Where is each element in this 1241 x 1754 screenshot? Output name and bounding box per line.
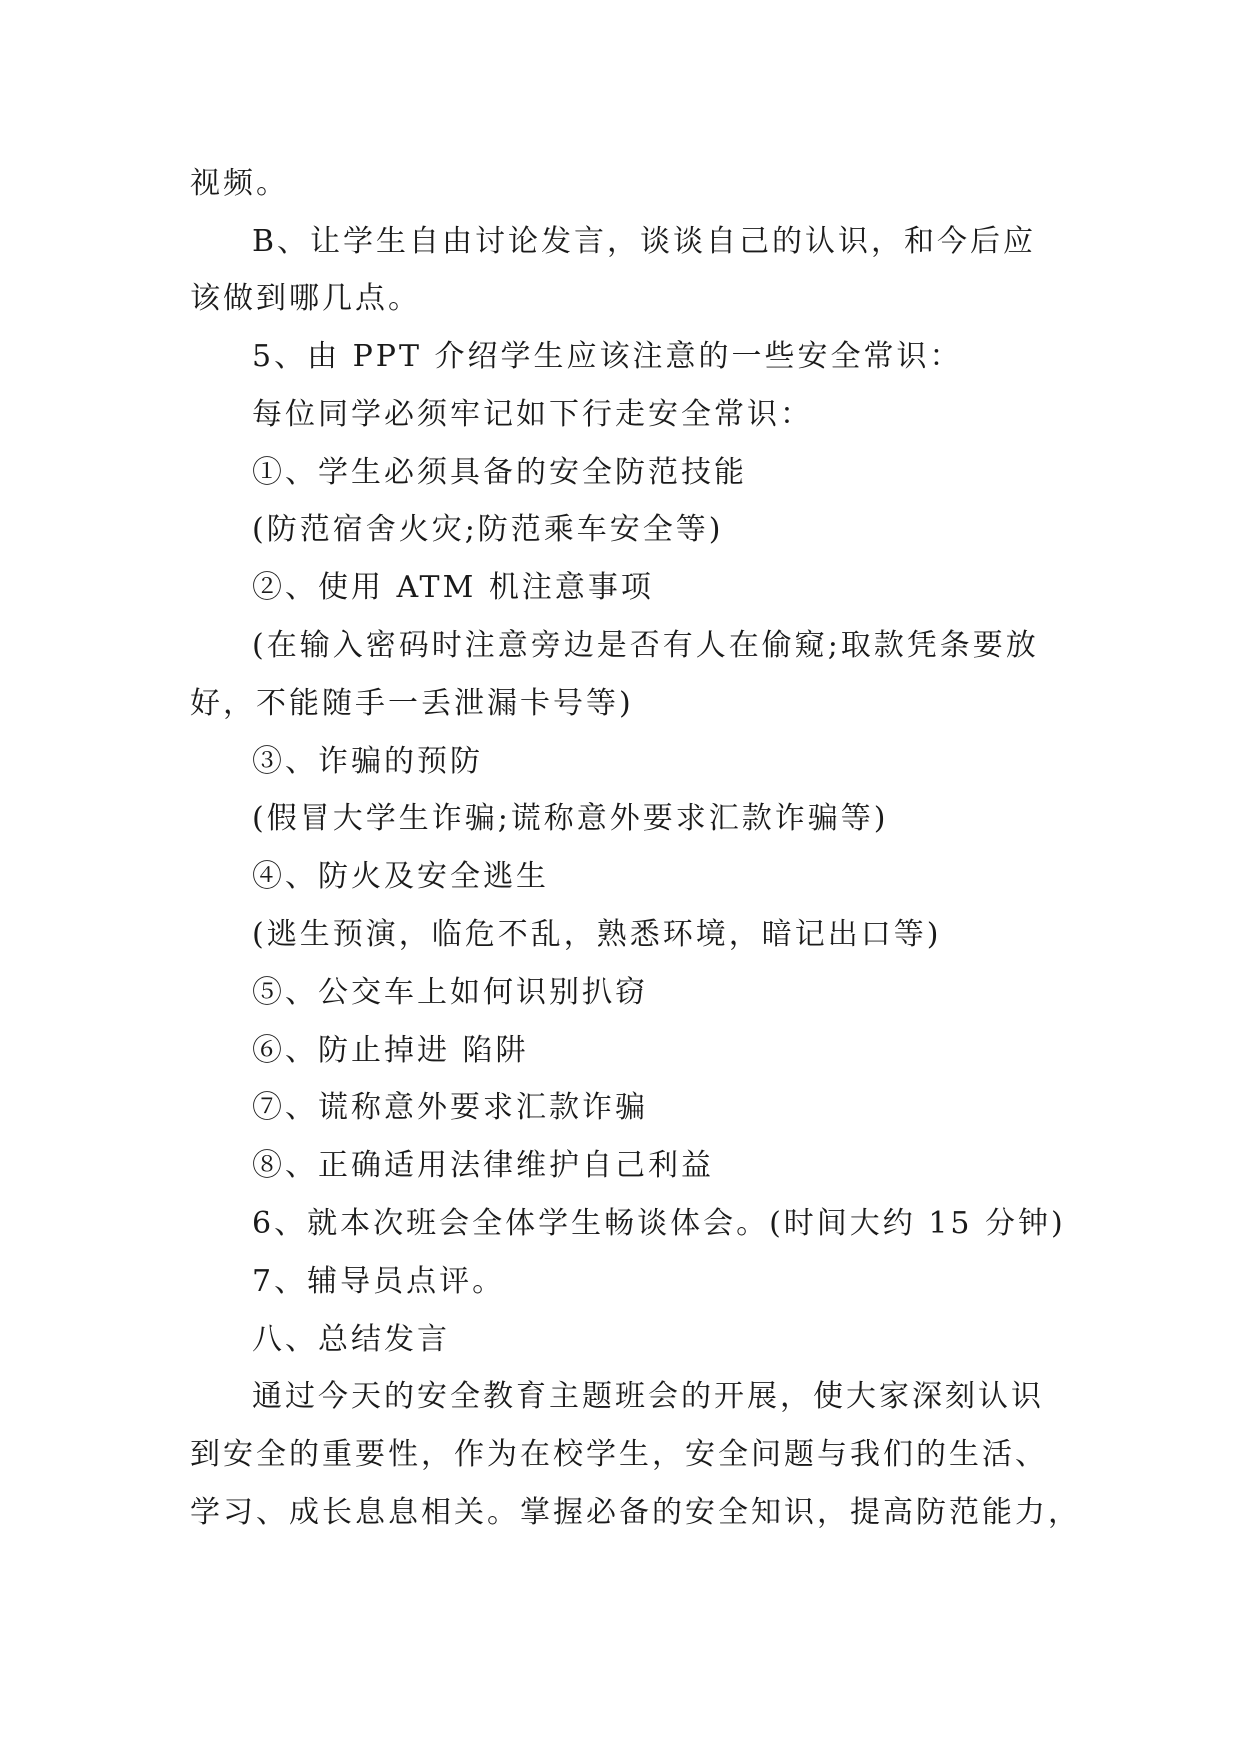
paragraph-line: B、让学生自由讨论发言，谈谈自己的认识，和今后应	[252, 224, 1037, 259]
paragraph-line: 通过今天的安全教育主题班会的开展，使大家深刻认识	[252, 1379, 1044, 1414]
list-item-note: (假冒大学生诈骗;谎称意外要求汇款诈骗等)	[252, 801, 889, 836]
paragraph-line: 5、由 PPT 介绍学生应该注意的一些安全常识：	[252, 339, 963, 374]
list-item-note: (逃生预演，临危不乱，熟悉环境，暗记出口等)	[252, 917, 942, 952]
list-item: ⑦、谎称意外要求汇款诈骗	[252, 1090, 648, 1125]
paragraph-line: 6、就本次班会全体学生畅谈体会。(时间大约 15 分钟)	[252, 1206, 1066, 1241]
list-item: ①、学生必须具备的安全防范技能	[252, 455, 747, 490]
paragraph-line: 到安全的重要性，作为在校学生，安全问题与我们的生活、	[190, 1437, 1048, 1472]
list-item-note: 好，不能随手一丢泄漏卡号等)	[190, 686, 634, 721]
list-item: ④、防火及安全逃生	[252, 859, 549, 894]
list-item: ⑤、公交车上如何识别扒窃	[252, 975, 648, 1010]
list-item: ⑥、防止掉进 陷阱	[252, 1033, 529, 1068]
list-item: ②、使用 ATM 机注意事项	[252, 570, 654, 605]
list-item-note: (防范宿舍火灾;防范乘车安全等)	[252, 512, 724, 547]
list-item: ⑧、正确适用法律维护自己利益	[252, 1148, 714, 1183]
list-item: ③、诈骗的预防	[252, 744, 483, 779]
paragraph-line: 每位同学必须牢记如下行走安全常识：	[252, 397, 813, 432]
paragraph-line: 学习、成长息息相关。掌握必备的安全知识，提高防范能力，	[190, 1495, 1081, 1530]
section-heading: 八、总结发言	[252, 1322, 450, 1357]
paragraph-line: 视频。	[190, 166, 289, 201]
list-item-note: (在输入密码时注意旁边是否有人在偷窥;取款凭条要放	[252, 628, 1039, 663]
paragraph-line: 该做到哪几点。	[190, 281, 421, 316]
paragraph-line: 7、辅导员点评。	[252, 1264, 506, 1299]
